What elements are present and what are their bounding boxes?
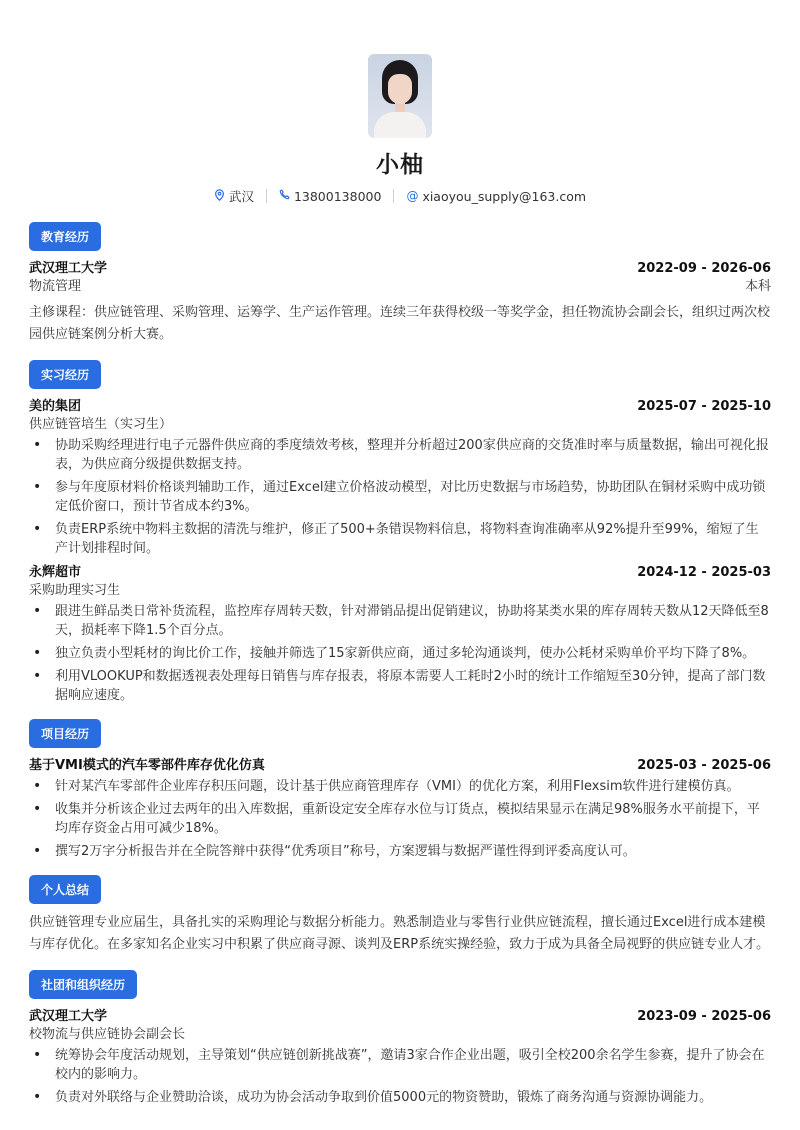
section-heading-organization: 社团和组织经历 <box>29 970 137 999</box>
school-name: 武汉理工大学 <box>29 261 108 276</box>
role: 校物流与供应链协会副会长 <box>29 1027 186 1042</box>
section-heading-education: 教育经历 <box>29 222 101 251</box>
degree: 本科 <box>744 279 771 294</box>
internship-date: 2024-12 - 2025-03 <box>637 565 771 580</box>
contact-location <box>214 187 254 205</box>
bullet-list <box>29 602 771 705</box>
education-description: 主修课程：供应链管理、采购管理、运筹学、生产运作管理。连续三年获得校级一等奖学金，担任物流协会副会长，组织过两次校园供应链案例分析大赛。 <box>29 305 771 342</box>
phone-text: 13800138000 <box>293 188 382 204</box>
internship-date: 2025-07 - 2025-10 <box>637 399 771 414</box>
email-text[interactable]: xiaoyou_supply@163.com <box>422 188 587 204</box>
project-section <box>29 719 771 861</box>
profile-photo <box>368 54 432 138</box>
project-entry <box>29 757 771 861</box>
contact-email[interactable] <box>406 189 586 204</box>
contact-divider <box>266 189 267 203</box>
project-date: 2025-03 - 2025-06 <box>637 758 771 773</box>
location-text: 武汉 <box>228 189 254 204</box>
section-heading-project: 项目经历 <box>29 719 101 748</box>
list-item: • 负责ERP系统中物料主数据的清洗与维护，修正了500+条错误物料信息，将物料查询准确率从92%提升至99%，缩短了生产计划排程时间。 <box>29 520 771 558</box>
organization-name: 武汉理工大学 <box>29 1009 108 1024</box>
resume-header <box>29 0 771 205</box>
list-item: • 利用VLOOKUP和数据透视表处理每日销售与库存报表，将原本需要人工耗时2小时的统计工作缩短至30分钟，提高了部门数据响应速度。 <box>29 667 771 705</box>
list-item: • 收集并分析该企业过去两年的出入库数据，重新设定安全库存水位与订货点，模拟结果显示在满足98%服务水平前提下，平均库存资金占用可减少18%。 <box>29 800 771 838</box>
bullet-list <box>29 777 771 861</box>
list-item: • 负责对外联络与企业赞助洽谈，成功为协会活动争取到价值5000元的物资赞助，锻炼了商务沟通与资源协调能力。 <box>29 1088 771 1107</box>
candidate-name: 小柚 <box>376 152 424 178</box>
summary-section <box>29 875 771 956</box>
role: 采购助理实习生 <box>29 583 121 598</box>
list-item: • 协助采购经理进行电子元器件供应商的季度绩效考核，整理并分析超过200家供应商的交货准时率与质量数据，输出可视化报表，为供应商分级提供数据支持。 <box>29 436 771 474</box>
contact-phone <box>279 189 381 204</box>
education-section <box>29 222 771 346</box>
organization-section <box>29 970 771 1107</box>
education-date: 2022-09 - 2026-06 <box>637 261 771 276</box>
list-item: • 参与年度原材料价格谈判辅助工作，通过Excel建立价格波动模型，对比历史数据与市场趋势，协助团队在铜材采购中成功锁定低价窗口，预计节省成本约3%。 <box>29 478 771 516</box>
section-heading-internship: 实习经历 <box>29 360 101 389</box>
internship-section <box>29 360 771 705</box>
at-email-icon: @ <box>406 189 419 203</box>
education-entry <box>29 260 771 346</box>
role: 供应链管培生（实习生） <box>29 417 173 432</box>
summary-text: 供应链管理专业应届生，具备扎实的采购理论与数据分析能力。熟悉制造业与零售行业供应链流程，擅长通过Excel进行成本建模与库存优化。在多家知名企业实习中积累了供应商寻源、谈判及ERP系统实操经验，致力于成为具备全局视野的供应链专业人才。 <box>29 915 770 952</box>
list-item: • 跟进生鲜品类日常补货流程，监控库存周转天数，针对滞销品提出促销建议，协助将某类水果的库存周转天数从12天降低至8天，损耗率下降1.5个百分点。 <box>29 602 771 640</box>
company-name: 美的集团 <box>29 399 82 414</box>
major: 物流管理 <box>29 279 82 294</box>
contact-info <box>29 187 771 205</box>
list-item: • 独立负责小型耗材的询比价工作，接触并筛选了15家新供应商，通过多轮沟通谈判，使办公耗材采购单价平均下降了8%。 <box>29 644 771 663</box>
location-pin-icon <box>214 189 225 204</box>
company-name: 永辉超市 <box>29 565 82 580</box>
project-title: 基于VMI模式的汽车零部件库存优化仿真 <box>29 758 265 773</box>
bullet-list <box>29 436 771 558</box>
section-heading-summary: 个人总结 <box>29 875 101 904</box>
list-item: • 针对某汽车零部件企业库存积压问题，设计基于供应商管理库存（VMI）的优化方案，利用Flexsim软件进行建模仿真。 <box>29 777 771 796</box>
phone-icon <box>279 189 290 203</box>
organization-date: 2023-09 - 2025-06 <box>637 1009 771 1024</box>
bullet-list <box>29 1046 771 1107</box>
list-item: • 撰写2万字分析报告并在全院答辩中获得“优秀项目”称号，方案逻辑与数据严谨性得到评委高度认可。 <box>29 842 771 861</box>
organization-entry <box>29 1008 771 1107</box>
internship-entry <box>29 398 771 558</box>
contact-divider <box>393 189 394 203</box>
internship-entry <box>29 564 771 705</box>
list-item: • 统筹协会年度活动规划，主导策划“供应链创新挑战赛”，邀请3家合作企业出题，吸引全校200余名学生参赛，提升了协会在校内的影响力。 <box>29 1046 771 1084</box>
